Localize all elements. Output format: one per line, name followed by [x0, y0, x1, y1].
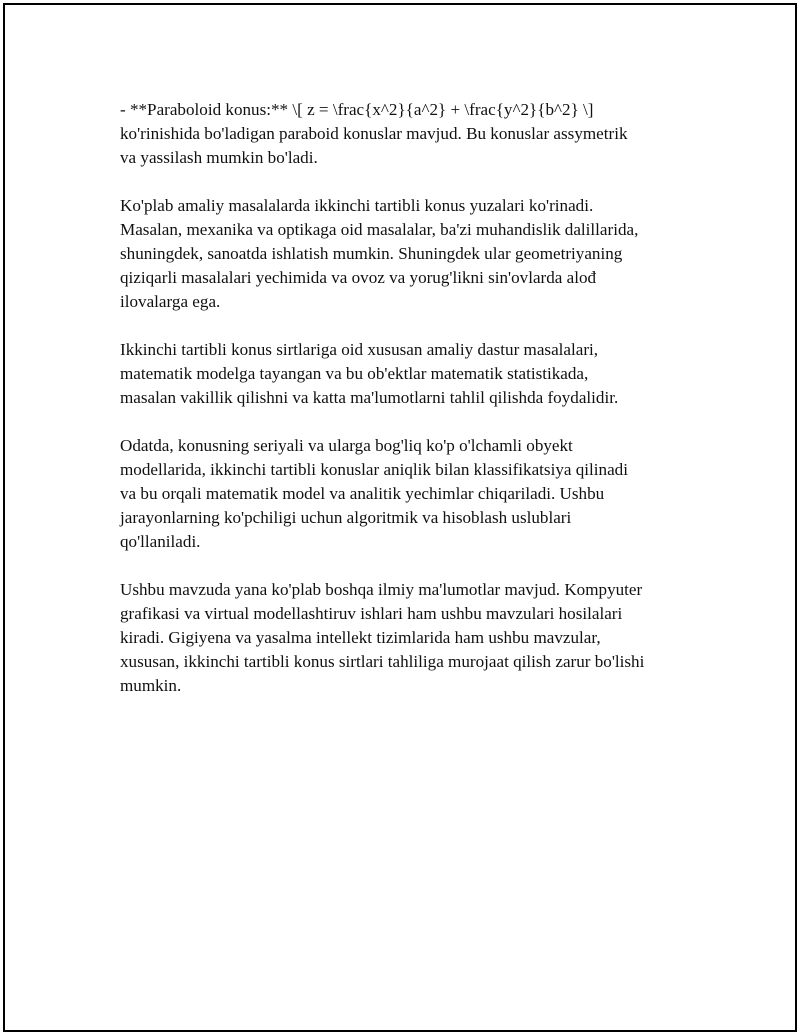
- text-line: ko'rinishida bo'ladigan paraboid konuslar mavjud. Bu konuslar assymetrik: [120, 124, 628, 143]
- text-line: masalan vakillik qilishni va katta ma'lumotlarni tahlil qilishda foydalidir.: [120, 388, 619, 407]
- text-line: Ikkinchi tartibli konus sirtlariga oid xususan amaliy dastur masalalari,: [120, 340, 599, 359]
- document-body: [120, 98, 720, 722]
- text-line: Ushbu mavzuda yana ko'plab boshqa ilmiy ma'lumotlar mavjud. Kompyuter: [120, 580, 643, 599]
- document-page: [3, 3, 797, 1032]
- text-line: qiziqarli masalalari yechimida va ovoz va yorug'likni sin'ovlarda alođ: [120, 268, 597, 287]
- paragraph-statistics: [120, 338, 720, 410]
- text-line: grafikasi va virtual modellashtiruv ishlari ham ushbu mavzulari hosilalari: [120, 604, 623, 623]
- text-line: matematik modelga tayangan va bu ob'ektlar matematik statistikada,: [120, 364, 589, 383]
- text-line: Ko'plab amaliy masalalarda ikkinchi tartibli konus yuzalari ko'rinadi.: [120, 196, 594, 215]
- text-line: kiradi. Gigiyena va yasalma intellekt tizimlarida ham ushbu mavzular,: [120, 628, 601, 647]
- text-line: Odatda, konusning seriyali va ularga bog'liq ko'p o'lchamli obyekt: [120, 436, 573, 455]
- paragraph-applications: [120, 194, 720, 314]
- text-line: jarayonlarning ko'pchiligi uchun algoritmik va hisoblash uslublari: [120, 508, 572, 527]
- text-line: va yassilash mumkin bo'ladi.: [120, 148, 318, 167]
- text-line: Masalan, mexanika va optikaga oid masalalar, ba'zi muhandislik dalillarida,: [120, 220, 639, 239]
- text-line: ilovalarga ega.: [120, 292, 221, 311]
- text-line: xususan, ikkinchi tartibli konus sirtlari tahliliga murojaat qilish zarur bo'lishi: [120, 652, 645, 671]
- text-line: mumkin.: [120, 676, 182, 695]
- text-line: - **Paraboloid konus:** \[ z = \frac{x^2}{a^2} + \frac{y^2}{b^2} \]: [120, 100, 594, 119]
- text-line: va bu orqali matematik model va analitik yechimlar chiqariladi. Ushbu: [120, 484, 605, 503]
- paragraph-paraboloid: [120, 98, 720, 170]
- paragraph-other-topics: [120, 578, 720, 698]
- text-line: modellarida, ikkinchi tartibli konuslar aniqlik bilan klassifikatsiya qilinadi: [120, 460, 628, 479]
- text-line: shuningdek, sanoatda ishlatish mumkin. Shuningdek ular geometriyaning: [120, 244, 623, 263]
- paragraph-classification: [120, 434, 720, 554]
- text-line: qo'llaniladi.: [120, 532, 201, 551]
